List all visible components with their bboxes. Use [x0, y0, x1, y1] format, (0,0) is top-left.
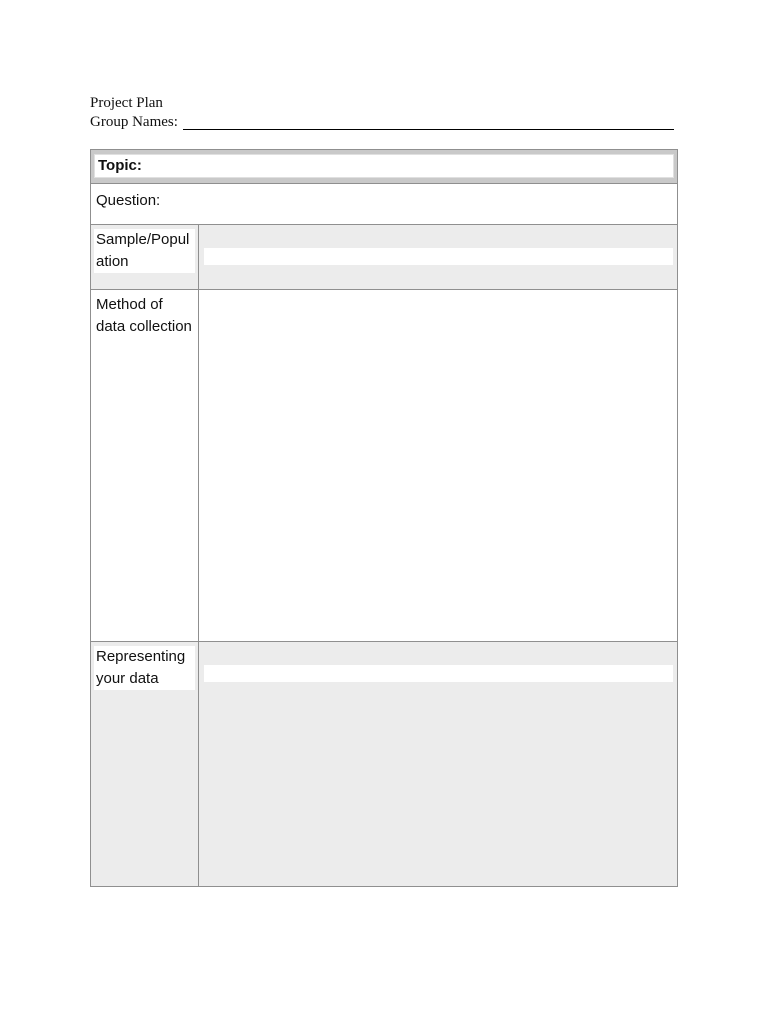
- page-title: Project Plan: [90, 95, 163, 111]
- topic-field[interactable]: [94, 154, 674, 178]
- sample-value-cell[interactable]: [199, 225, 677, 289]
- group-names-blank[interactable]: [183, 115, 674, 130]
- topic-label: Topic:: [98, 157, 142, 174]
- question-label: Question:: [96, 192, 161, 209]
- sample-population-label: Sample/Population: [94, 229, 195, 273]
- method-of-data-collection-label: Method of data collection: [96, 296, 192, 335]
- representing-value-cell[interactable]: [199, 642, 677, 886]
- method-value-cell[interactable]: [199, 290, 677, 641]
- question-row[interactable]: [91, 184, 677, 225]
- sample-label-cell: [91, 225, 199, 289]
- representing-label-cell: [91, 642, 199, 886]
- topic-row: [91, 150, 677, 184]
- representing-value-field[interactable]: [204, 665, 673, 682]
- group-names-line: [90, 113, 674, 132]
- group-names-label: Group Names:: [90, 114, 178, 130]
- document-header: [90, 94, 674, 132]
- sample-population-row: [91, 225, 677, 290]
- project-plan-table: [90, 149, 678, 887]
- sample-value-field[interactable]: [204, 248, 673, 265]
- method-row: [91, 290, 677, 642]
- representing-data-row: [91, 642, 677, 886]
- representing-your-data-label: Representing your data: [94, 646, 195, 690]
- method-label-cell: [91, 290, 199, 641]
